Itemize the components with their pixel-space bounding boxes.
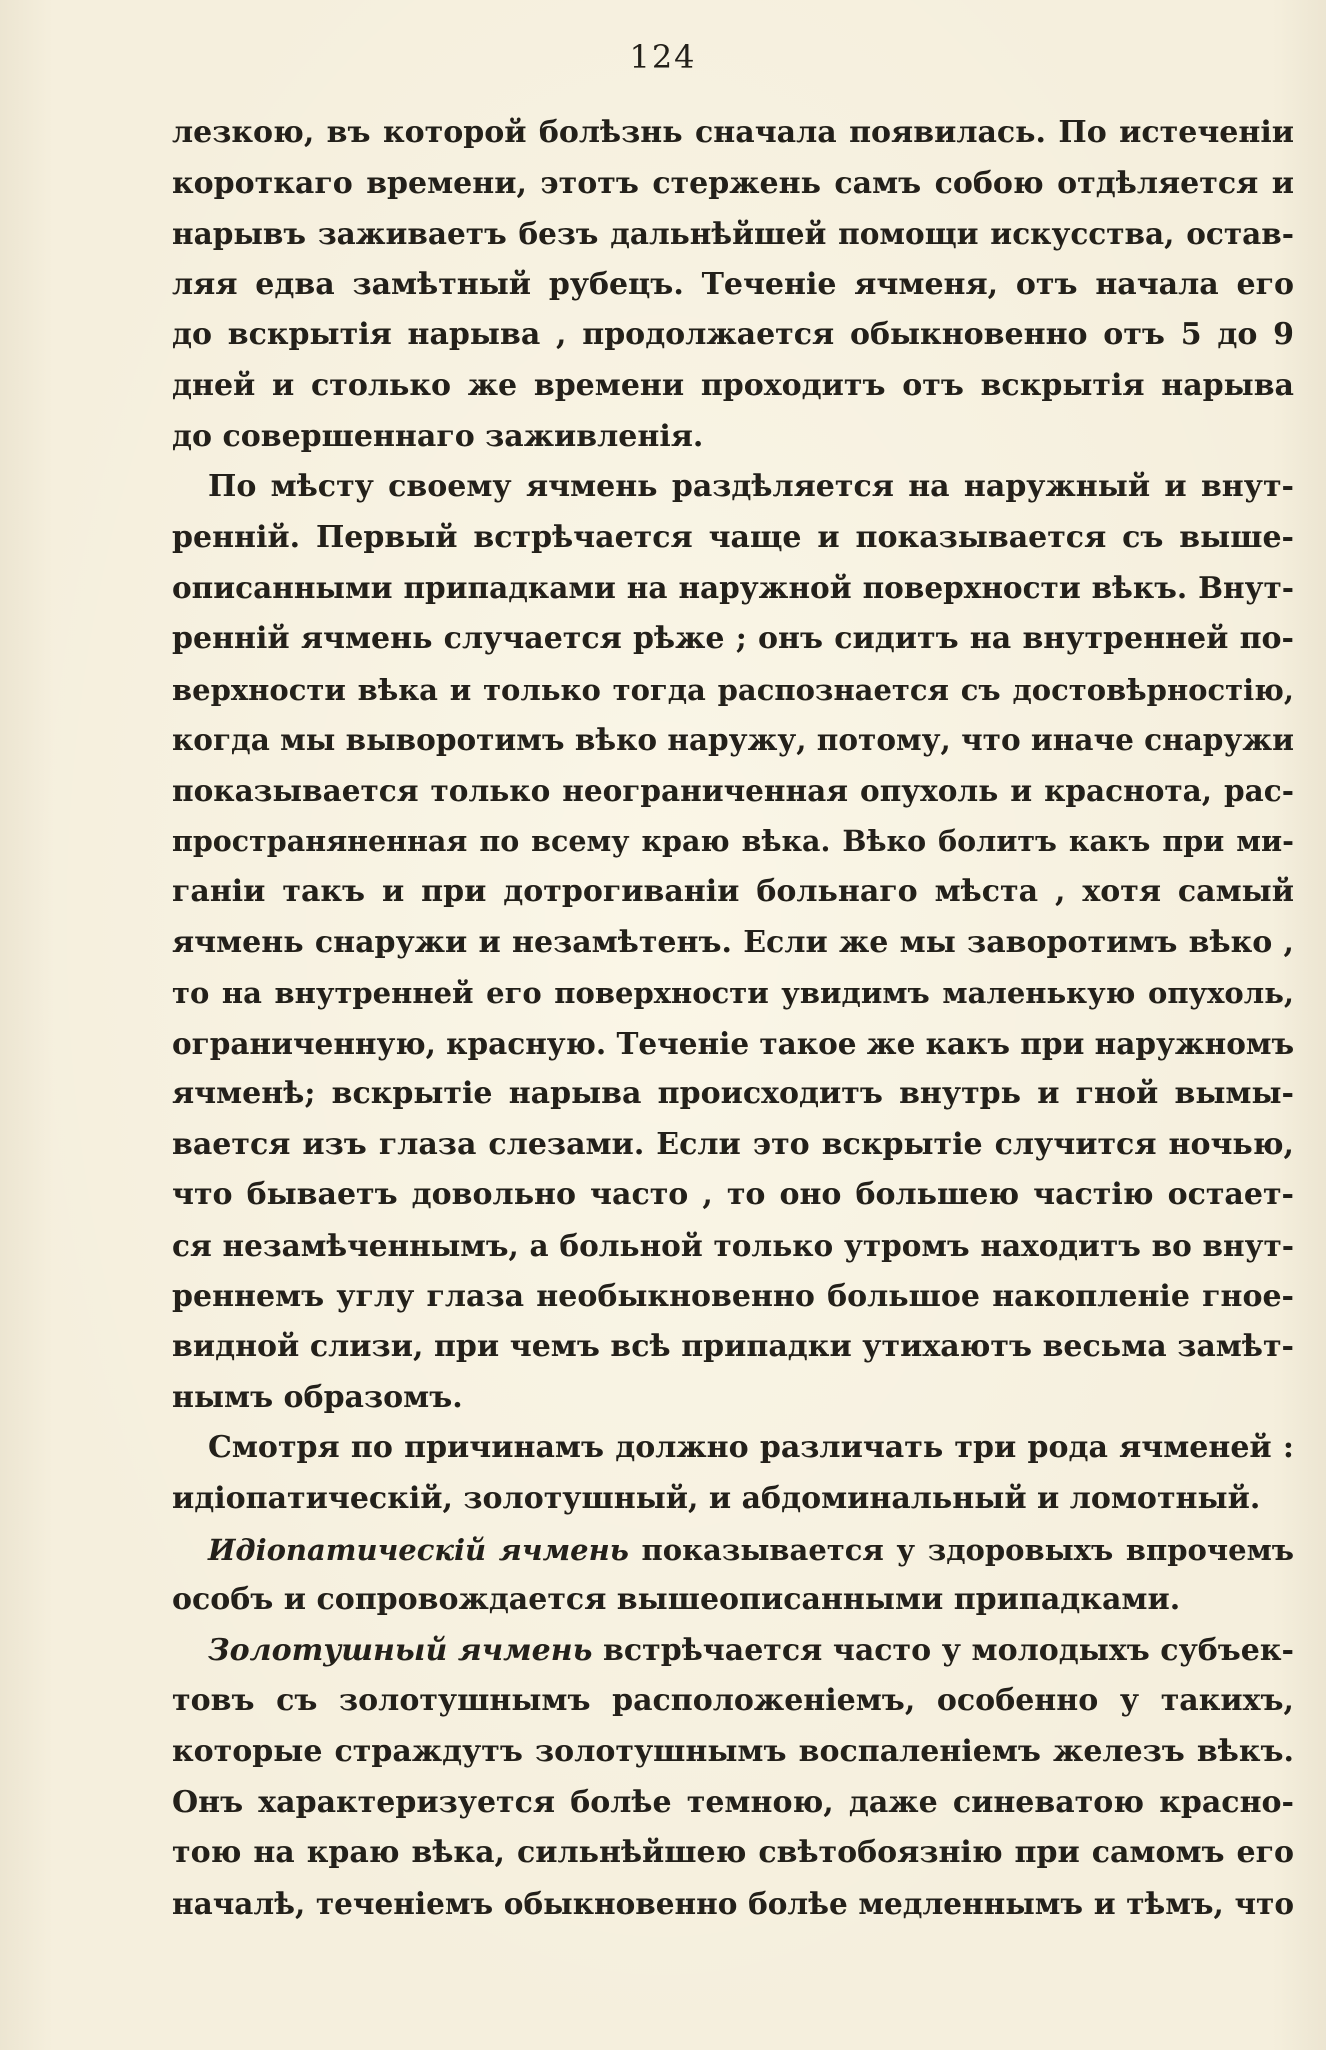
text-segment: ограниченную, красную. Теченіе такое же какъ при наружномъ bbox=[172, 1025, 1295, 1061]
text-line bbox=[172, 766, 1294, 817]
text-line bbox=[172, 260, 1294, 311]
text-segment: лезкою, въ которой болѣзнь сначала появилась. По истеченіи bbox=[172, 115, 1294, 150]
text-line bbox=[172, 1019, 1294, 1070]
text-segment: короткаго времени, этотъ стержень самъ собою отдѣляется и bbox=[172, 165, 1294, 201]
text-line bbox=[172, 1423, 1294, 1474]
text-line bbox=[172, 209, 1294, 260]
text-segment: ячменѣ; вскрытіе нарыва происходитъ внутрь и гной вымы- bbox=[172, 1076, 1294, 1112]
text-segment: нымъ образомъ. bbox=[172, 1379, 463, 1415]
text-segment: описанными припадками на наружной поверхности вѣкъ. Внут- bbox=[172, 570, 1294, 606]
text-line bbox=[172, 968, 1294, 1019]
text-segment: вается изъ глаза слезами. Если это вскрытіе случится ночью, bbox=[172, 1126, 1294, 1162]
text-segment: началѣ, теченіемъ обыкновенно болѣе медленнымъ и тѣмъ, что bbox=[172, 1885, 1294, 1921]
text-segment: Онъ характеризуется болѣе темною, даже синеватою красно- bbox=[172, 1784, 1294, 1820]
text-segment: Смотря по причинамъ должно различать три рода ячменей : bbox=[208, 1430, 1294, 1466]
text-segment: ся незамѣченнымъ, а больной только утромъ находитъ во внут- bbox=[172, 1228, 1294, 1264]
text-line bbox=[172, 563, 1294, 614]
text-segment: ячмень снаружи и незамѣтенъ. Если же мы заворотимъ вѣко , bbox=[172, 924, 1294, 960]
text-line bbox=[172, 665, 1294, 716]
text-line bbox=[172, 1221, 1294, 1272]
text-segment: пространяненная по всему краю вѣка. Вѣко болитъ какъ при ми- bbox=[172, 824, 1294, 859]
text-segment: верхности вѣка и только тогда распознается съ достовѣрностію, bbox=[172, 672, 1294, 707]
text-line bbox=[172, 412, 1294, 463]
text-line bbox=[172, 1626, 1294, 1677]
text-segment: ганіи такъ и при дотрогиваніи больнаго мѣста , хотя самый bbox=[172, 873, 1294, 909]
text-line bbox=[172, 1322, 1294, 1373]
text-line bbox=[172, 361, 1294, 412]
text-segment: когда мы выворотимъ вѣко наружу, потому, что иначе снаружи bbox=[172, 722, 1294, 758]
text-segment: По мѣсту своему ячмень раздѣляется на наружный и внут- bbox=[208, 469, 1294, 505]
text-segment: встрѣчается часто у молодыхъ субъек- bbox=[592, 1632, 1294, 1668]
text-segment: особъ и сопровождается вышеописанными припадками. bbox=[172, 1582, 1181, 1618]
text-segment: ренній. Первый встрѣчается чаще и показывается съ выше- bbox=[172, 519, 1294, 555]
text-segment: что бываетъ довольно часто , то оно большею частію остает- bbox=[172, 1177, 1294, 1213]
text-line bbox=[172, 159, 1294, 210]
text-segment: показывается только неограниченная опухоль и краснота, рас- bbox=[172, 772, 1294, 808]
text-line bbox=[172, 108, 1294, 159]
text-line bbox=[172, 1525, 1294, 1576]
text-segment: дней и столько же времени проходитъ отъ вскрытія нарыва bbox=[172, 367, 1294, 403]
text-line bbox=[172, 1373, 1294, 1424]
text-line bbox=[172, 1676, 1294, 1727]
italic-term: Золотушный ячмень bbox=[208, 1632, 593, 1668]
italic-term: Идіопатическій ячмень bbox=[208, 1532, 629, 1567]
text-line bbox=[172, 614, 1294, 665]
text-line bbox=[172, 462, 1294, 513]
text-segment: до совершеннаго заживленія. bbox=[172, 418, 704, 454]
text-line bbox=[172, 1828, 1294, 1879]
text-segment: реннемъ углу глаза необыкновенно большое накопленіе гное- bbox=[172, 1278, 1294, 1314]
text-line bbox=[172, 715, 1294, 766]
text-segment: видной слизи, при чемъ всѣ припадки утихаютъ весьма замѣт- bbox=[172, 1329, 1294, 1365]
text-segment: тою на краю вѣка, сильнѣйшею свѣтобоязнію при самомъ его bbox=[172, 1835, 1294, 1871]
text-line bbox=[172, 816, 1294, 867]
text-segment: то на внутренней его поверхности увидимъ маленькую опухоль, bbox=[172, 976, 1294, 1011]
text-line bbox=[172, 1272, 1294, 1323]
text-line bbox=[172, 513, 1294, 564]
text-segment: которые страждутъ золотушнымъ воспаленіемъ железъ вѣкъ. bbox=[172, 1734, 1294, 1769]
text-line bbox=[172, 1120, 1294, 1171]
text-segment: ренній ячмень случается рѣже ; онъ сидитъ на внутренней по- bbox=[172, 620, 1294, 656]
text-line bbox=[172, 1069, 1294, 1120]
text-line bbox=[172, 1879, 1294, 1930]
text-line bbox=[172, 1474, 1294, 1525]
text-segment: идіопатическій, золотушный, и абдоминальный и ломотный. bbox=[172, 1481, 1261, 1517]
text-segment: показывается у здоровыхъ впрочемъ bbox=[628, 1532, 1295, 1567]
text-segment: нарывъ заживаетъ безъ дальнѣйшей помощи искусства, остав- bbox=[172, 216, 1294, 252]
text-segment: ляя едва замѣтный рубецъ. Теченіе ячменя, отъ начала его bbox=[172, 266, 1294, 302]
text-line bbox=[172, 918, 1294, 969]
text-line bbox=[172, 310, 1294, 361]
text-segment: товъ съ золотушнымъ расположеніемъ, особенно у такихъ, bbox=[172, 1683, 1294, 1719]
body-text bbox=[172, 108, 1294, 1929]
text-line bbox=[172, 1727, 1294, 1778]
text-segment: до вскрытія нарыва , продолжается обыкновенно отъ 5 до 9 bbox=[172, 317, 1294, 353]
text-line bbox=[172, 1575, 1294, 1626]
text-line bbox=[172, 867, 1294, 918]
text-line bbox=[172, 1170, 1294, 1221]
text-line bbox=[172, 1778, 1294, 1829]
page-number: 124 bbox=[629, 38, 697, 76]
